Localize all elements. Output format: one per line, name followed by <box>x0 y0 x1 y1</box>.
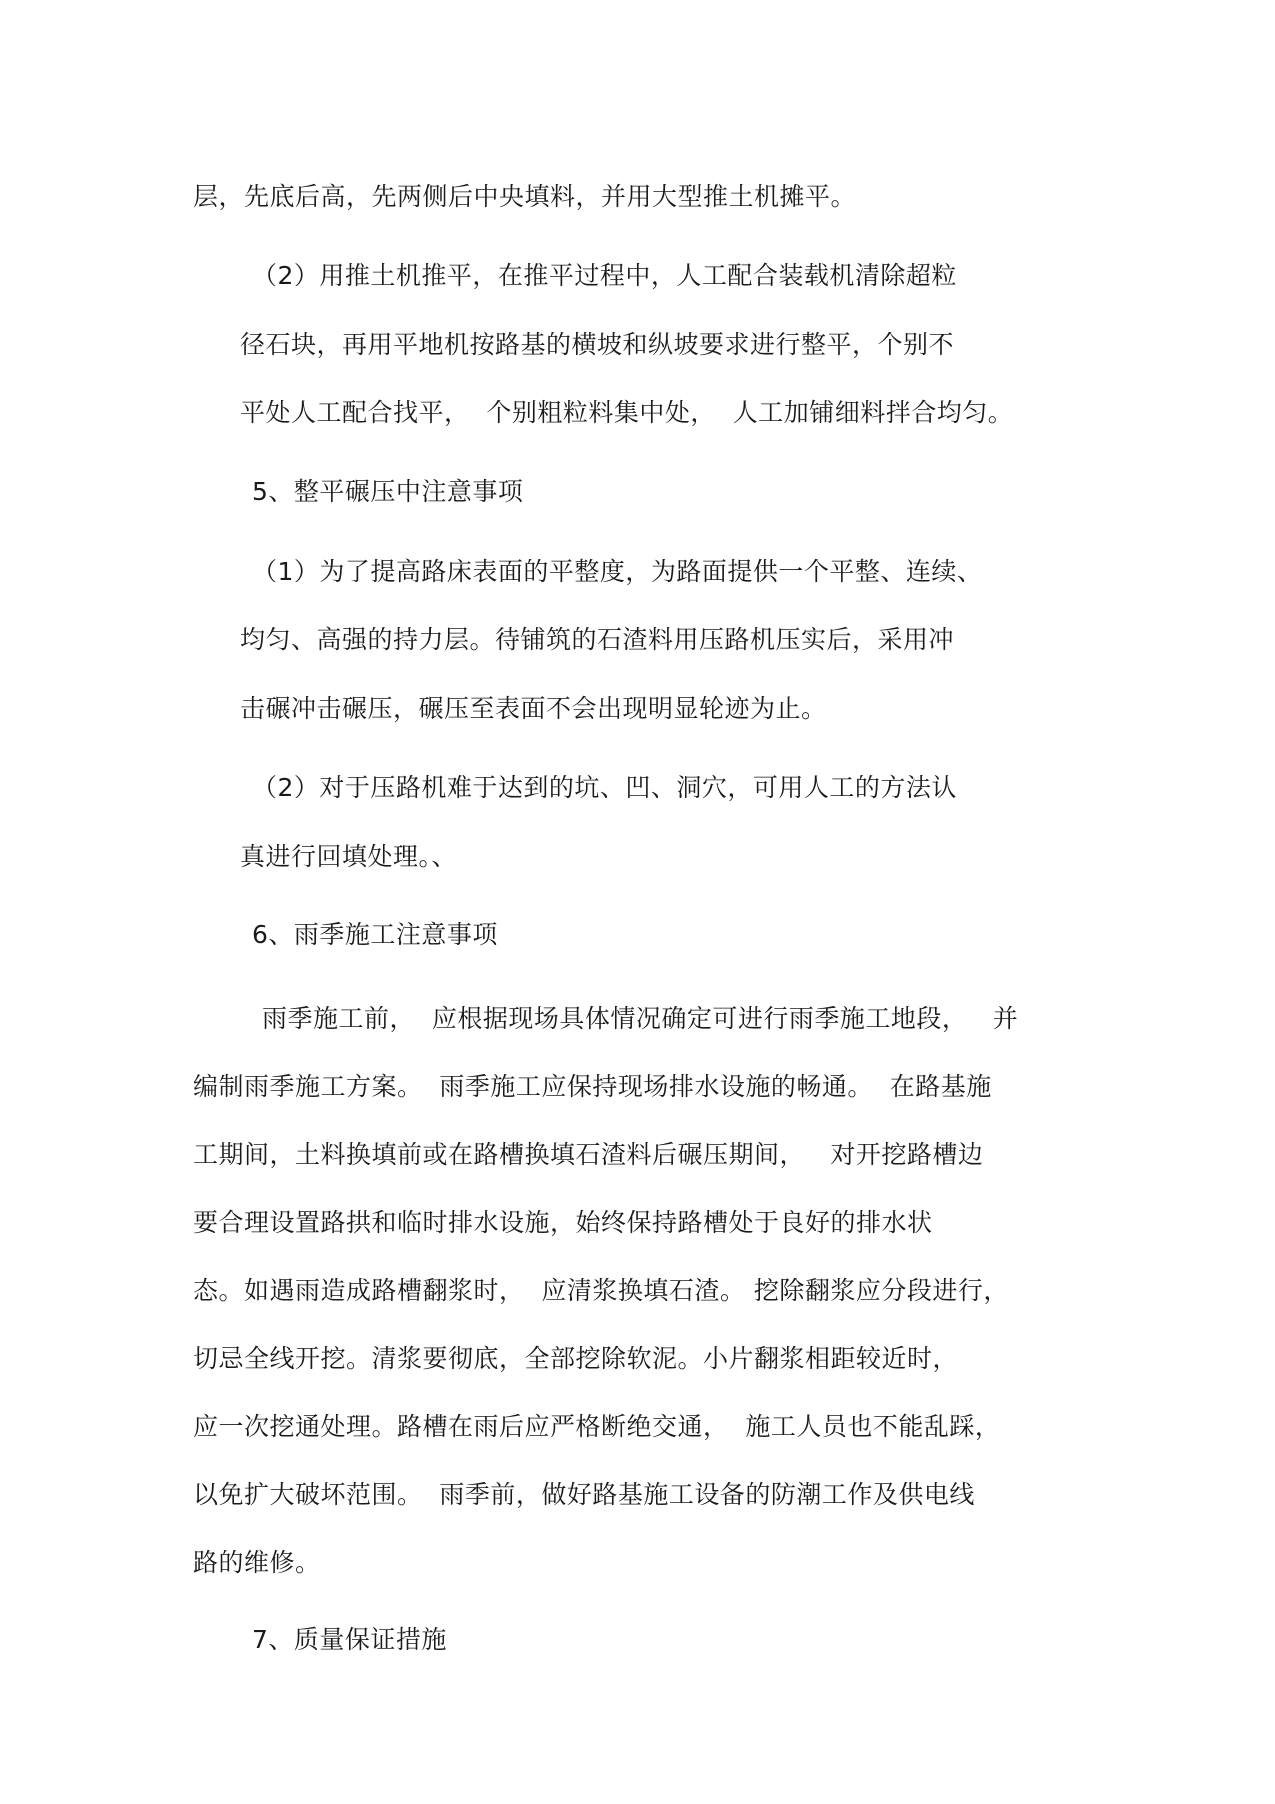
paragraph-line: 工期间，土料换填前或在路槽换填石渣料后碾压期间， 对开挖路槽边 <box>193 1140 984 1169</box>
paragraph-line: 径石块，再用平地机按路基的横坡和纵坡要求进行整平，个别不 <box>240 330 955 359</box>
paragraph-line: 应一次挖通处理。路槽在雨后应严格断绝交通， 施工人员也不能乱踩， <box>193 1412 1001 1441</box>
paragraph-line: 真进行回填处理。、 <box>240 842 458 871</box>
paragraph-line: （1）为了提高路床表面的平整度，为路面提供一个平整、连续、 <box>252 557 983 586</box>
paragraph-line: 要合理设置路拱和临时排水设施，始终保持路槽处于良好的排水状 <box>193 1208 933 1237</box>
paragraph-line: 均匀、高强的持力层。待铺筑的石渣料用压路机压实后，采用冲 <box>240 625 955 654</box>
paragraph-line: 路的维修。 <box>193 1548 321 1577</box>
paragraph-line: 击碾冲击碾压，碾压至表面不会出现明显轮迹为止。 <box>240 694 827 723</box>
paragraph-line: 编制雨季施工方案。 雨季施工应保持现场排水设施的畅通。 在路基施 <box>193 1072 992 1101</box>
paragraph-line: 层，先底后高，先两侧后中央填料，并用大型推土机摊平。 <box>193 182 857 211</box>
section-heading: 6、雨季施工注意事项 <box>252 920 498 949</box>
section-heading: 5、整平碾压中注意事项 <box>252 477 524 506</box>
paragraph-line: 切忌全线开挖。清浆要彻底，全部挖除软泥。小片翻浆相距较近时， <box>193 1344 959 1373</box>
paragraph-line: 平处人工配合找平， 个别粗粒料集中处， 人工加铺细料拌合均匀。 <box>240 398 1014 427</box>
paragraph-line: （2）对于压路机难于达到的坑、凹、洞穴，可用人工的方法认 <box>252 773 957 802</box>
section-heading: 7、质量保证措施 <box>252 1625 447 1654</box>
paragraph-line: （2）用推土机推平，在推平过程中，人工配合装载机清除超粒 <box>252 261 957 290</box>
paragraph-line: 雨季施工前， 应根据现场具体情况确定可进行雨季施工地段， 并 <box>262 1004 1019 1033</box>
paragraph-line: 以免扩大破坏范围。 雨季前，做好路基施工设备的防潮工作及供电线 <box>193 1480 975 1509</box>
paragraph-line: 态。如遇雨造成路槽翻浆时， 应清浆换填石渣。 挖除翻浆应分段进行， <box>193 1276 1009 1305</box>
